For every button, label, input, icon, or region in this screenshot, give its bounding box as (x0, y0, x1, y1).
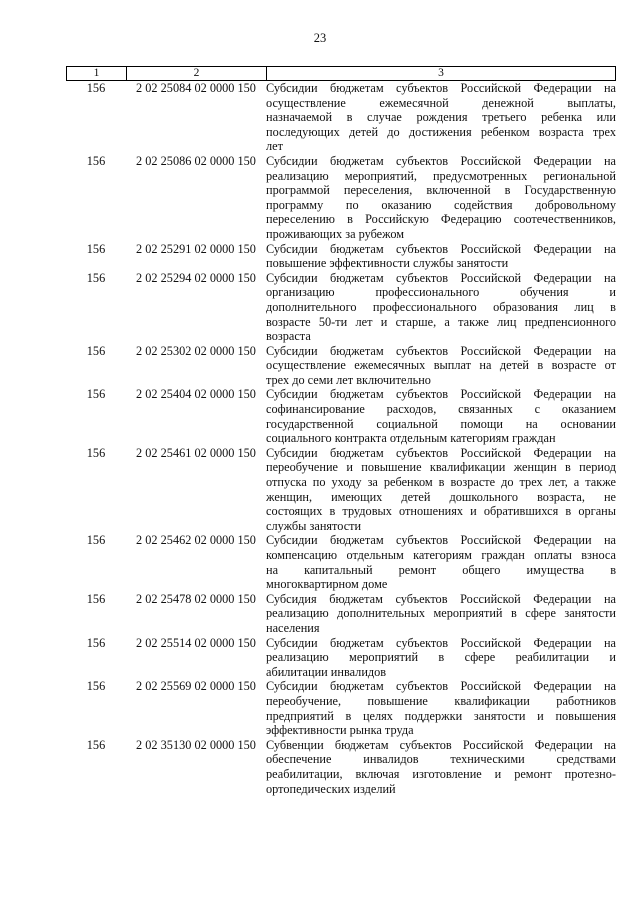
description-line: Субсидии бюджетам субъектов Российской Федерации на (266, 270, 616, 285)
description-line: отпуска по уходу за ребенком в возрасте до трех лет, а также (266, 475, 616, 490)
description-line: государственной социальной помощи на основании (266, 416, 616, 431)
admin-code-cell: 156 (86, 343, 106, 358)
description-cell (266, 446, 616, 534)
admin-code-cell: 156 (86, 679, 106, 694)
table-row (66, 679, 616, 737)
budget-code-cell: 2 02 25462 02 0000 150 (136, 533, 256, 548)
table-row (66, 738, 616, 796)
header-col-3: 3 (438, 67, 444, 79)
admin-code-cell: 156 (86, 387, 106, 402)
description-line: лет (266, 139, 283, 154)
budget-code-cell: 2 02 25291 02 0000 150 (136, 241, 256, 256)
description-line: назначаемой в случае рождения третьего ребенка или (266, 110, 616, 125)
table-row (66, 533, 616, 591)
description-line: возрасте 50-ти лет и старше, а также лиц предпенсионного (266, 314, 616, 329)
table-row (66, 344, 616, 388)
table-row (66, 592, 616, 636)
table-row (66, 242, 616, 271)
budget-code-cell: 2 02 25569 02 0000 150 (136, 679, 256, 694)
description-line: эффективности рынка труда (266, 723, 414, 738)
description-line: переселению в Российскую Федерацию соотечественников, (266, 212, 616, 227)
admin-code-cell: 156 (86, 635, 106, 650)
description-line: Субсидии бюджетам субъектов Российской Федерации на (266, 241, 616, 256)
description-line: женщин, имеющих детей дошкольного возраста, не (266, 489, 616, 504)
description-line: предприятий в целях поддержки занятости и повышения (266, 708, 616, 723)
description-line: компенсацию отдельным категориям граждан оплаты взноса (266, 548, 616, 562)
description-line: Субсидии бюджетам субъектов Российской Федерации на (266, 153, 616, 168)
description-line: переобучение и повышение квалификации женщин в период (266, 460, 616, 475)
header-col-2: 2 (127, 67, 267, 80)
description-cell (266, 387, 616, 445)
description-cell (266, 81, 616, 154)
table-row (66, 636, 616, 680)
description-line: программой переселения, включенной в Государственную (266, 183, 616, 198)
description-line: населения (266, 620, 320, 635)
description-line: организацию профессионального обучения и (266, 285, 616, 300)
table-body (66, 81, 616, 796)
budget-code-cell: 2 02 25461 02 0000 150 (136, 445, 256, 460)
description-line: службы занятости (266, 518, 362, 533)
description-line: Субсидии бюджетам субъектов Российской Федерации на (266, 679, 616, 694)
description-cell (266, 679, 616, 737)
admin-code-cell: 156 (86, 270, 106, 285)
budget-code-cell: 2 02 35130 02 0000 150 (136, 737, 256, 752)
description-line: Субсидии бюджетам субъектов Российской Федерации на (266, 387, 616, 402)
description-cell (266, 271, 616, 344)
admin-code-cell: 156 (86, 737, 106, 752)
header-col-1: 1 (67, 67, 127, 80)
description-line: реализацию дополнительных мероприятий в сфере занятости (266, 606, 616, 621)
description-line: состоящих в трудовых отношениях и обратившихся в органы (266, 504, 616, 519)
description-line: возраста (266, 329, 311, 344)
table-row (66, 154, 616, 242)
description-line: абилитации инвалидов (266, 664, 387, 679)
admin-code-cell: 156 (86, 445, 106, 460)
description-line: трех до семи лет включительно (266, 372, 431, 387)
description-line: на капитальный ремонт общего имущества в (266, 562, 616, 577)
budget-code-cell: 2 02 25086 02 0000 150 (136, 153, 256, 168)
budget-code-cell: 2 02 25084 02 0000 150 (136, 81, 256, 95)
budget-code-cell: 2 02 25302 02 0000 150 (136, 343, 256, 358)
description-line: дополнительного профессионального образования лиц в (266, 299, 616, 314)
description-line: реализацию мероприятий, предусмотренных региональной (266, 168, 616, 183)
table-row (66, 81, 616, 154)
admin-code-cell: 156 (86, 153, 106, 168)
admin-code-cell: 156 (86, 533, 106, 548)
budget-code-cell: 2 02 25404 02 0000 150 (136, 387, 256, 402)
budget-code-cell: 2 02 25478 02 0000 150 (136, 591, 256, 606)
description-line: ортопедических изделий (266, 781, 396, 796)
description-line: проживающих за рубежом (266, 226, 405, 241)
table-row (66, 387, 616, 445)
budget-code-cell: 2 02 25514 02 0000 150 (136, 635, 256, 650)
description-line: Субсидия бюджетам субъектов Российской Федерации на (266, 591, 616, 606)
description-cell (266, 738, 616, 796)
description-line: программу по оказанию содействия добровольному (266, 197, 616, 212)
description-cell (266, 242, 616, 271)
description-line: софинансирование расходов, связанных с оказанием (266, 402, 616, 417)
budget-code-cell: 2 02 25294 02 0000 150 (136, 270, 256, 285)
table-row (66, 271, 616, 344)
description-line: Субсидии бюджетам субъектов Российской Федерации на (266, 533, 616, 548)
admin-code-cell: 156 (86, 591, 106, 606)
description-line: социального контракта отдельным категориям граждан (266, 431, 556, 446)
description-line: реализацию мероприятий в сфере реабилитации и (266, 650, 616, 665)
description-cell (266, 592, 616, 636)
description-line: последующих детей до достижения ребенком возраста трех (266, 124, 616, 139)
description-line: Субсидии бюджетам субъектов Российской Федерации на (266, 445, 616, 460)
description-line: повышение эффективности службы занятости (266, 256, 509, 271)
description-cell (266, 533, 616, 591)
description-line: Субсидии бюджетам субъектов Российской Федерации на (266, 343, 616, 358)
description-line: Субвенции бюджетам субъектов Российской Федерации на (266, 737, 616, 752)
description-line: Субсидии бюджетам субъектов Российской Федерации на (266, 81, 616, 95)
description-line: Субсидии бюджетам субъектов Российской Федерации на (266, 635, 616, 650)
description-line: переобучение, повышение квалификации работников (266, 693, 616, 708)
description-line: осуществление ежемесячной денежной выплаты, (266, 95, 616, 110)
table-row (66, 446, 616, 534)
page-number: 23 (313, 31, 327, 45)
table-header (66, 66, 616, 81)
description-cell (266, 636, 616, 680)
description-line: многоквартирном доме (266, 577, 388, 592)
description-cell (266, 154, 616, 242)
admin-code-cell: 156 (86, 241, 106, 256)
description-line: реабилитации, включая изготовление и ремонт протезно- (266, 766, 616, 781)
description-line: осуществление ежемесячных выплат на детей в возрасте от (266, 358, 616, 373)
admin-code-cell: 156 (86, 81, 106, 95)
description-line: обеспечение инвалидов техническими средствами (266, 752, 616, 767)
description-cell (266, 344, 616, 388)
